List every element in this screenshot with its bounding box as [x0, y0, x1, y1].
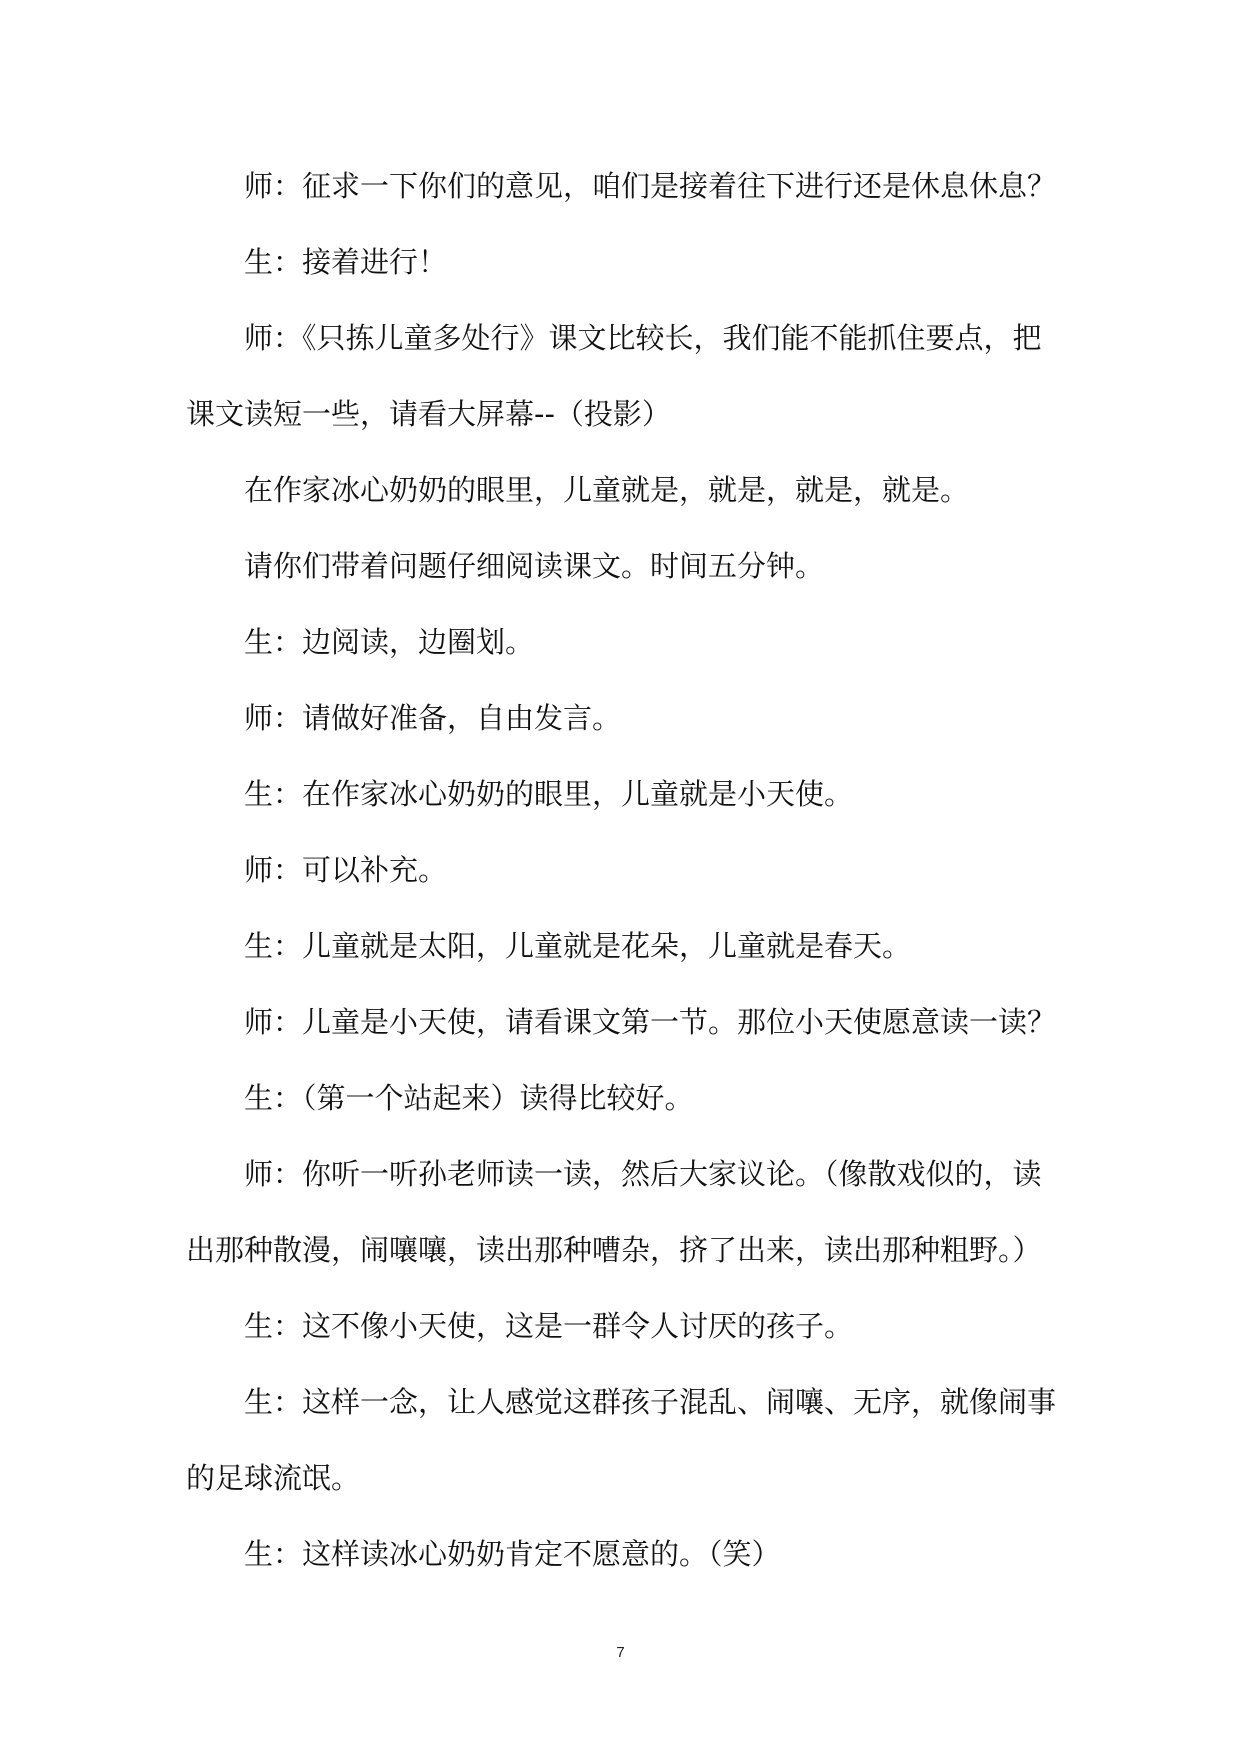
paragraph: 在作家冰心奶奶的眼里，儿童就是，就是，就是，就是。: [244, 473, 970, 507]
paragraph: 生：儿童就是太阳，儿童就是花朵，儿童就是春天。: [244, 929, 912, 963]
paragraph: 生：在作家冰心奶奶的眼里，儿童就是小天使。: [244, 777, 854, 811]
paragraph: 生：这样读冰心奶奶肯定不愿意的。（笑）: [244, 1537, 781, 1571]
paragraph: 生：这样一念，让人感觉这群孩子混乱、闹嚷、无序，就像闹事的足球流氓。: [186, 1385, 1057, 1495]
paragraph: 师：征求一下你们的意见，咱们是接着往下进行还是休息休息？: [244, 169, 1057, 203]
paragraph: 生：接着进行！: [244, 245, 448, 279]
paragraph: 请你们带着问题仔细阅读课文。时间五分钟。: [244, 549, 825, 583]
page-body: [186, 148, 1056, 1592]
paragraph: 生：（第一个站起来）读得比较好。: [244, 1081, 694, 1115]
paragraph: 生：这不像小天使，这是一群令人讨厌的孩子。: [244, 1309, 854, 1343]
page-number: 7: [616, 1644, 625, 1661]
paragraph: 师：儿童是小天使，请看课文第一节。那位小天使愿意读一读？: [244, 1005, 1057, 1039]
paragraph: 师：可以补充。: [244, 853, 448, 887]
paragraph: 生：边阅读，边圈划。: [244, 625, 535, 659]
paragraph: 师：《只拣儿童多处行》课文比较长，我们能不能抓住要点，把课文读短一些，请看大屏幕--（投影）: [186, 321, 1042, 431]
paragraph: 师：你听一听孙老师读一读，然后大家议论。（像散戏似的，读出那种散漫，闹嚷嚷，读出那种嘈杂，挤了出来，读出那种粗野。）: [186, 1157, 1042, 1267]
paragraph: 师：请做好准备，自由发言。: [244, 701, 622, 735]
